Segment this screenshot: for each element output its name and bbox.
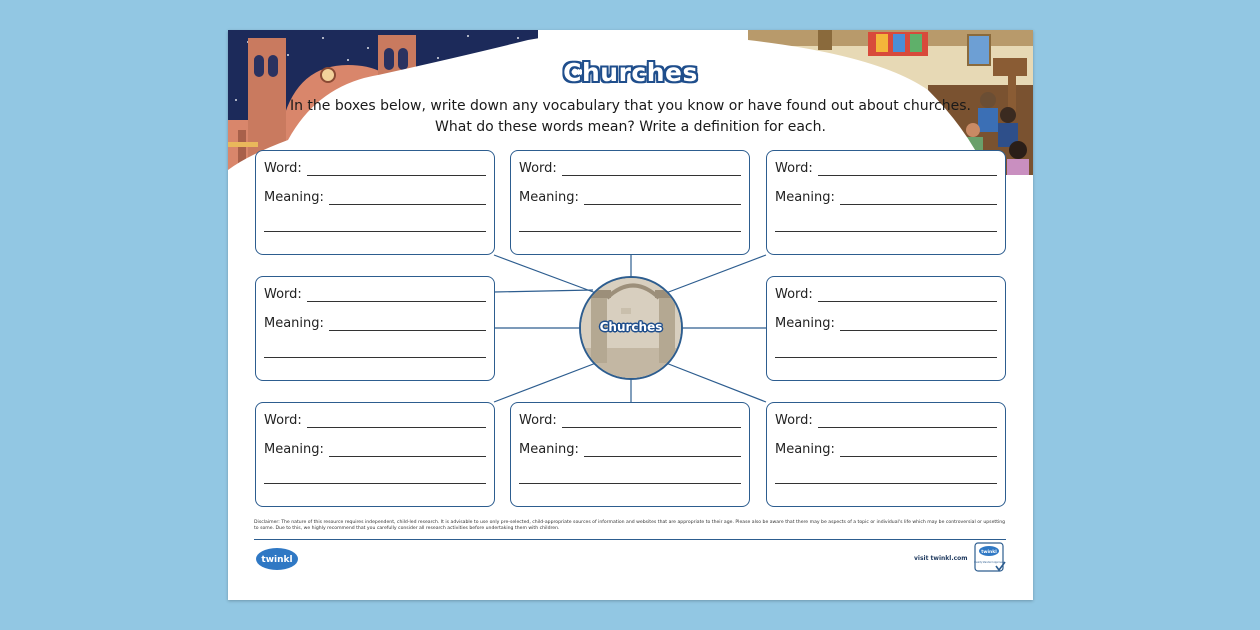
- vocab-card-1: [255, 150, 495, 255]
- meaning-line[interactable]: [329, 445, 486, 457]
- vocab-card-8: [766, 402, 1006, 507]
- meaning-line[interactable]: [584, 193, 741, 205]
- word-label: Word:: [264, 161, 302, 176]
- word-line[interactable]: [818, 416, 997, 428]
- center-topic-label: Churches: [599, 320, 663, 334]
- badge-subtext: Quality Standard Approved: [974, 561, 1004, 564]
- logo-text: twinkl: [261, 555, 293, 565]
- word-line[interactable]: [307, 164, 486, 176]
- vocab-card-2: [510, 150, 750, 255]
- meaning-line[interactable]: [840, 319, 997, 331]
- center-topic-circle: [579, 276, 683, 380]
- word-line[interactable]: [562, 416, 741, 428]
- word-label: Word:: [775, 161, 813, 176]
- instruction-line-2: What do these words mean? Write a definition for each.: [435, 119, 826, 135]
- meaning-line[interactable]: [840, 193, 997, 205]
- word-line[interactable]: [562, 164, 741, 176]
- word-label: Word:: [264, 413, 302, 428]
- meaning-line-extra[interactable]: [775, 483, 997, 484]
- worksheet: [228, 30, 1033, 600]
- footer-divider: [254, 539, 1006, 540]
- meaning-label: Meaning:: [264, 316, 324, 331]
- vocab-card-5: [766, 276, 1006, 381]
- meaning-label: Meaning:: [775, 442, 835, 457]
- word-label: Word:: [264, 287, 302, 302]
- meaning-line-extra[interactable]: [519, 231, 741, 232]
- meaning-line[interactable]: [584, 445, 741, 457]
- vocab-card-4: [255, 276, 495, 381]
- meaning-line[interactable]: [329, 319, 486, 331]
- page-title: Churches: [563, 58, 698, 87]
- word-line[interactable]: [818, 164, 997, 176]
- visit-link[interactable]: visit twinkl.com: [914, 555, 968, 562]
- meaning-label: Meaning:: [264, 442, 324, 457]
- quality-badge-icon: [974, 542, 1006, 574]
- instruction-line-1: In the boxes below, write down any vocabulary that you know or have found out about churches.: [289, 98, 972, 114]
- meaning-label: Meaning:: [264, 190, 324, 205]
- meaning-line[interactable]: [329, 193, 486, 205]
- meaning-line-extra[interactable]: [775, 357, 997, 358]
- word-label: Word:: [519, 413, 557, 428]
- meaning-line-extra[interactable]: [519, 483, 741, 484]
- meaning-label: Meaning:: [519, 442, 579, 457]
- twinkl-logo-icon[interactable]: [255, 544, 299, 572]
- word-label: Word:: [519, 161, 557, 176]
- badge-text: twinkl: [981, 550, 997, 555]
- disclaimer-text: Disclaimer: The nature of this resource requires independent, child-led research. It is advisable to use only pre-selected, child-appropriate sources of information and websites that are appropriate to their age. Please also be aware that there may be aspects of a topic or individual's life which may be controversial or upsetting to some. Due to this, we highly recommend that you carefully consider all research activities before undertaking them with children.: [254, 520, 1006, 531]
- meaning-line-extra[interactable]: [775, 231, 997, 232]
- meaning-line-extra[interactable]: [264, 357, 486, 358]
- word-label: Word:: [775, 413, 813, 428]
- word-line[interactable]: [307, 290, 486, 302]
- meaning-label: Meaning:: [775, 316, 835, 331]
- meaning-label: Meaning:: [519, 190, 579, 205]
- vocab-card-6: [255, 402, 495, 507]
- word-line[interactable]: [307, 416, 486, 428]
- word-label: Word:: [775, 287, 813, 302]
- word-line[interactable]: [818, 290, 997, 302]
- meaning-line-extra[interactable]: [264, 231, 486, 232]
- meaning-line[interactable]: [840, 445, 997, 457]
- meaning-label: Meaning:: [775, 190, 835, 205]
- vocab-card-7: [510, 402, 750, 507]
- meaning-line-extra[interactable]: [264, 483, 486, 484]
- vocab-card-3: [766, 150, 1006, 255]
